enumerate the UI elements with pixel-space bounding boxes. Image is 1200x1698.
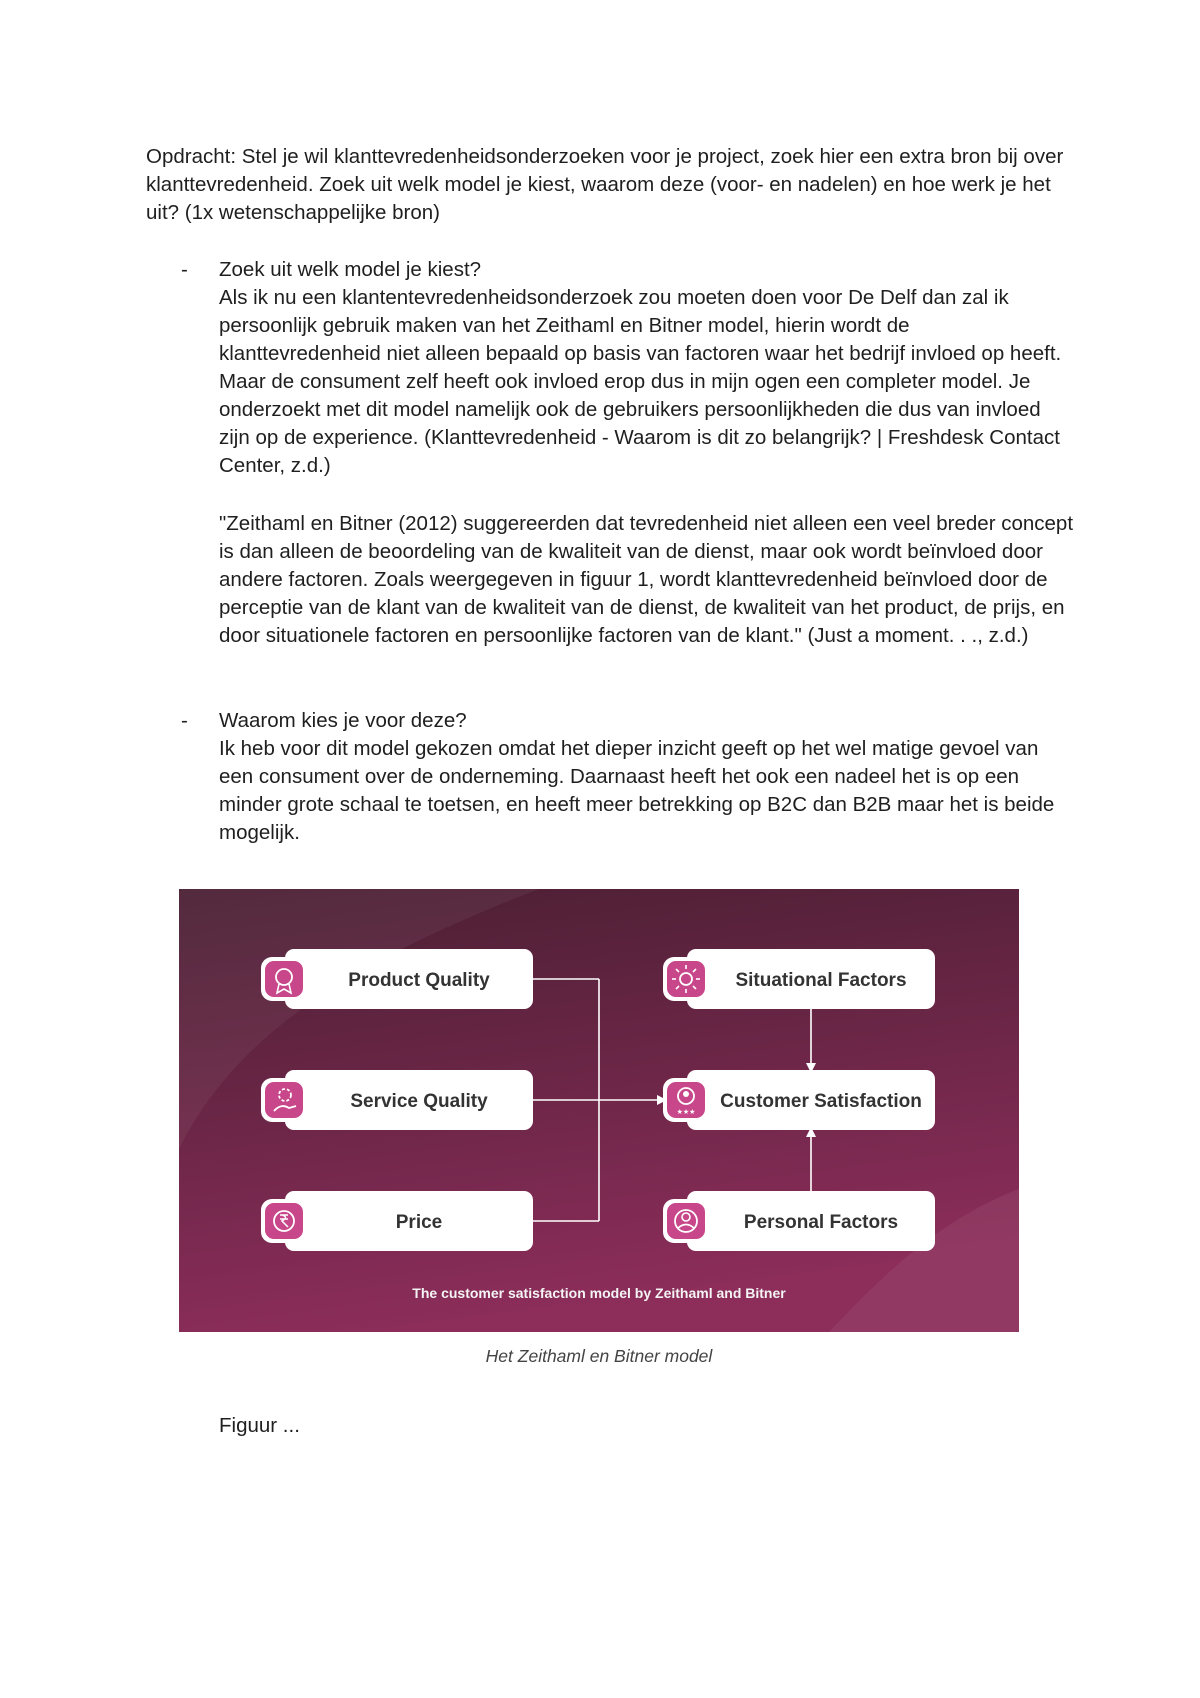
award-badge-icon [265,961,303,997]
label-price: Price [395,1212,443,1233]
box-situational-factors [663,949,935,1009]
gear-hand-icon [265,1082,303,1118]
assignment-intro: Opdracht: Stel je wil klanttevredenheidsonderzoeken voor je project, zoek hier een extra bron bij over klanttevredenheid. Zoek uit welk model je kiest, waarom deze (voor- en nadelen) en hoe werk je het uit? (1x wetenschappelijke bron) [146,145,1064,224]
box-personal-factors [663,1191,935,1251]
person-stars-icon [667,1082,705,1118]
bullet-2 [219,707,1069,847]
label-product-quality: Product Quality [348,970,490,991]
label-personal-factors: Personal Factors [743,1212,899,1233]
bullet-1-question: Zoek uit welk model je kiest? [219,258,482,281]
diagram-title: The customer satisfaction model by Zeithaml and Bitner [412,1285,786,1301]
box-product-quality [261,949,533,1009]
bullet-marker-2: - [181,709,188,732]
label-service-quality: Service Quality [350,1091,488,1112]
svg-text:★★★: ★★★ [676,1108,696,1116]
label-customer-satisfaction: Customer Satisfaction [720,1091,922,1112]
bullet-2-answer: Ik heb voor dit model gekozen omdat het dieper inzicht geeft op het wel matige gevoel van een consument over de onderneming. Daarnaast heeft het ook een nadeel het is op een minder grote schaal te toetsen, en heeft meer betrekking op B2C dan B2B maar het is beide mogelijk. [219,737,1055,844]
rupee-coin-icon [265,1203,303,1239]
figure-number-placeholder: Figuur ... [219,1414,300,1437]
zeithaml-quote: "Zeithaml en Bitner (2012) suggereerden dat tevredenheid niet alleen een veel breder concept is dan alleen de beoordeling van de kwaliteit van de dienst, maar ook wordt beïnvloed door andere factoren. Zoals weergegeven in figuur 1, wordt klanttevredenheid beïnvloed door de perceptie van de klant van de kwaliteit van de dienst, de kwaliteit van het product, de prijs, en door situationele factoren en persoonlijke factoren van de klant." (Just a moment. . ., z.d.) [219,512,1074,647]
bullet-1-answer: Als ik nu een klantentevredenheidsonderzoek zou moeten doen voor De Delf dan zal ik persoonlijk gebruik maken van het Zeithaml en Bitner model, hierin wordt de klanttevredenheid niet alleen bepaald op basis van factoren waar het bedrijf invloed op heeft. Maar de consument zelf heeft ook invloed erop dus in mijn ogen een completer model. Je onderzoekt met dit model namelijk ook de gebruikers persoonlijkheden die dus van invloed zijn op de experience. (Klanttevredenheid - Waarom is dit zo belangrijk? | Freshdesk Contact Center, z.d.) [219,286,1062,477]
user-icon [667,1203,705,1239]
label-situational-factors: Situational Factors [735,970,907,991]
zeithaml-bitner-diagram [179,889,1019,1332]
bullet-1 [219,256,1074,480]
box-customer-satisfaction [663,1070,935,1130]
box-price [261,1191,533,1251]
sun-person-icon [667,961,705,997]
bullet-2-question: Waarom kies je voor deze? [219,709,467,732]
figure-caption: Het Zeithaml en Bitner model [485,1346,713,1366]
bullet-marker-1: - [181,258,188,281]
box-service-quality [261,1070,533,1130]
